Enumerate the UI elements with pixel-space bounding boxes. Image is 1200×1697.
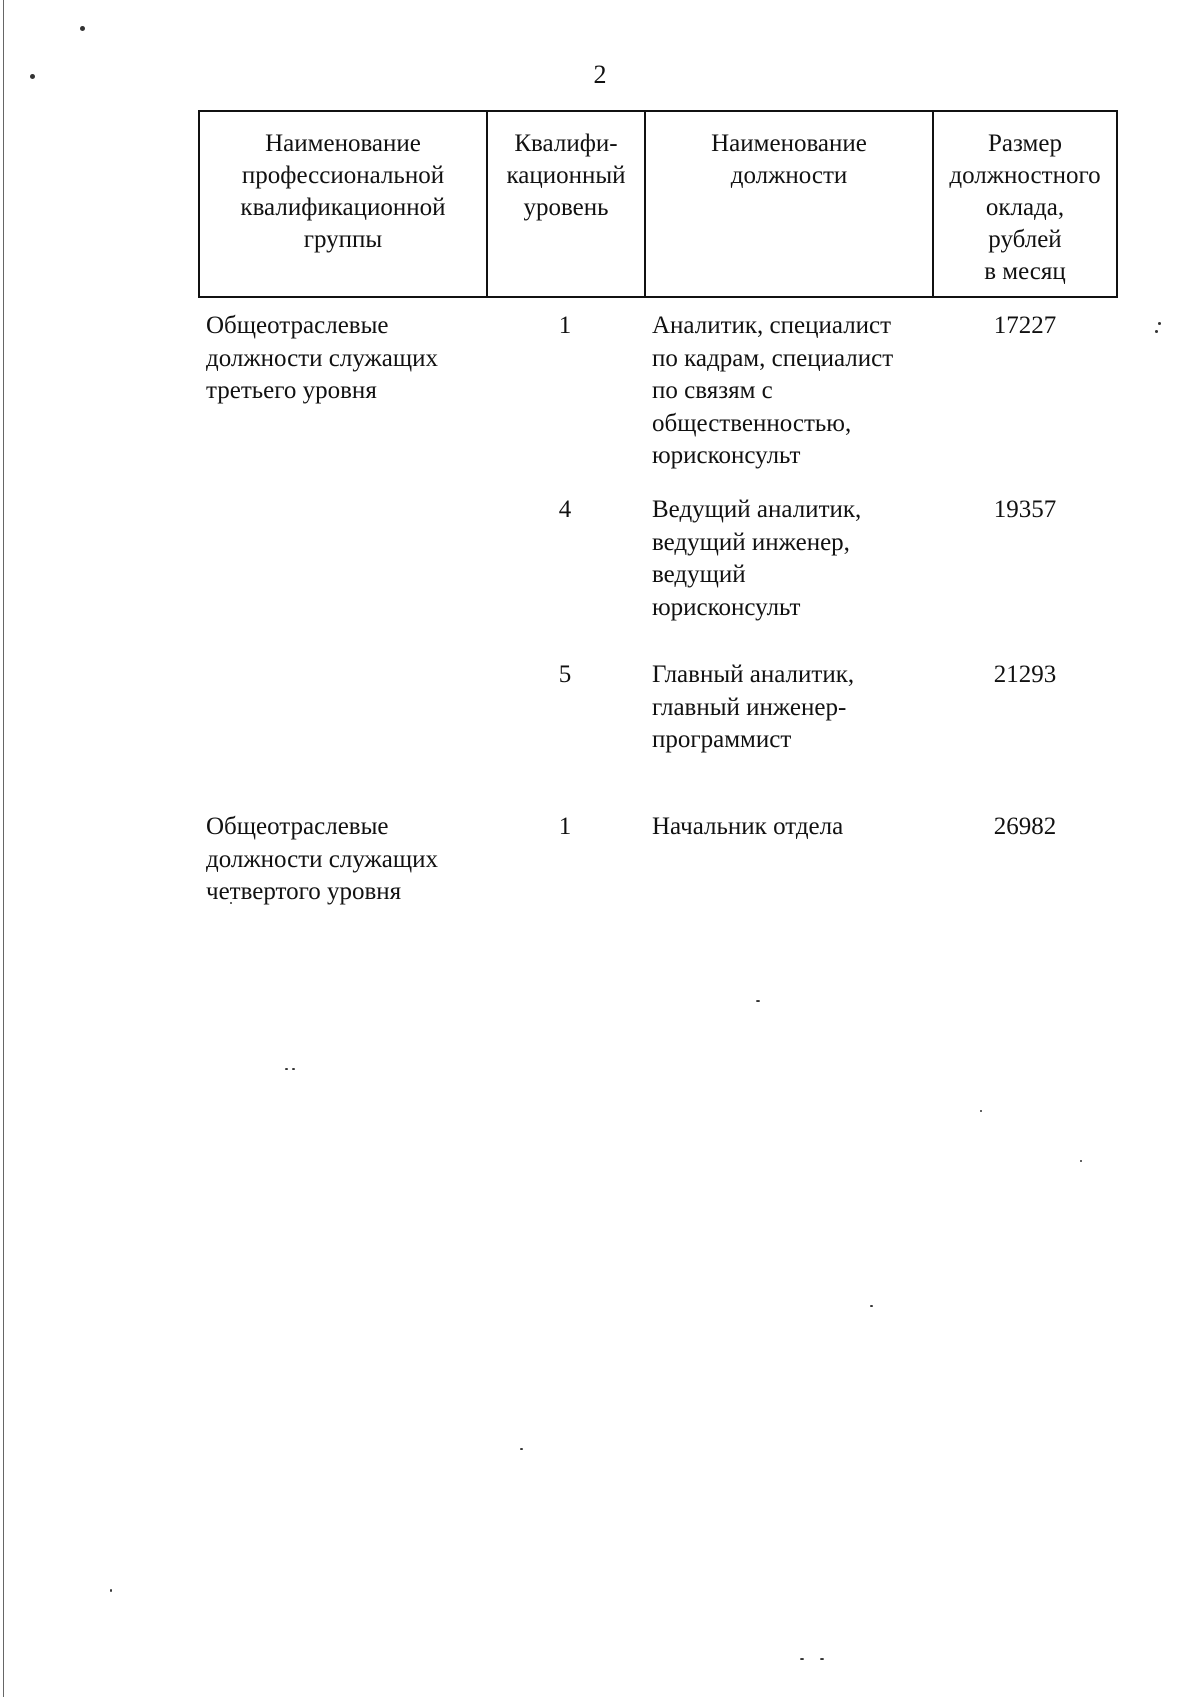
position-names: Начальник отдела	[652, 813, 844, 840]
page-number: 2	[593, 60, 607, 89]
scan-speck	[520, 1448, 523, 1450]
header-cell-group	[200, 112, 488, 296]
table-row	[198, 494, 1118, 624]
header-level-label: Квалифи- кационный уровень	[506, 130, 626, 221]
position-names: Ведущий аналитик, ведущий инженер, ведущий юрисконсульт	[652, 496, 862, 621]
header-cell-level	[488, 112, 646, 296]
header-cell-salary	[934, 112, 1116, 296]
table-row	[198, 659, 1118, 757]
qualification-level: 1	[558, 312, 572, 339]
qualification-level: 5	[558, 661, 572, 688]
qualification-level: 1	[558, 813, 572, 840]
salary-value: 17227	[993, 312, 1057, 339]
table-header	[198, 110, 1118, 298]
qualification-level: 4	[558, 496, 572, 523]
salary-value: 21293	[993, 661, 1057, 688]
scan-speck	[110, 1589, 112, 1592]
scan-speck	[820, 1658, 824, 1660]
scan-speck	[285, 1068, 288, 1070]
group-name	[198, 494, 486, 624]
scan-speck	[1155, 330, 1158, 333]
table-row	[198, 310, 1118, 473]
scan-speck	[292, 1068, 295, 1070]
header-position-label: Наименование должности	[711, 130, 867, 189]
header-salary-label: Размер должностного оклада, рублей в месяц	[949, 130, 1101, 285]
table-row	[198, 811, 1118, 909]
group-name: Общеотраслевые должности служащих четвертого уровня	[206, 813, 439, 905]
scan-speck	[1158, 322, 1161, 325]
salary-value: 26982	[993, 813, 1057, 840]
position-names: Аналитик, специалист по кадрам, специалист по связям с общественностью, юрисконсульт	[652, 312, 894, 469]
salary-value: 19357	[993, 496, 1057, 523]
scan-margin-line	[3, 0, 4, 1697]
group-name	[198, 659, 486, 757]
scan-speck	[80, 26, 85, 31]
header-cell-position	[646, 112, 934, 296]
group-name: Общеотраслевые должности служащих третьего уровня	[206, 312, 439, 404]
scan-speck	[980, 1110, 982, 1112]
scan-speck	[800, 1658, 804, 1660]
scan-speck	[756, 1000, 760, 1002]
position-names: Главный аналитик, главный инженер- программист	[652, 661, 855, 753]
scan-speck	[870, 1305, 873, 1307]
scan-speck	[1080, 1160, 1082, 1162]
header-group-label: Наименование профессиональной квалификационной группы	[240, 130, 446, 253]
